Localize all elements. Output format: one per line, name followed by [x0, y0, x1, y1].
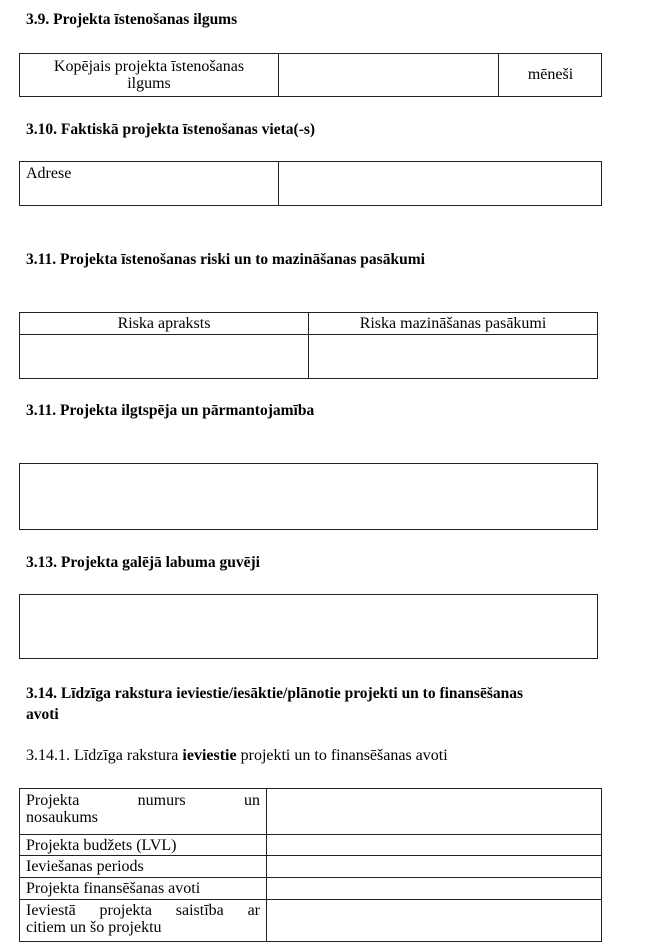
row1-word: Projekta: [26, 792, 80, 809]
row1-word: un: [243, 792, 260, 809]
subsection-suffix: projekti un to finansēšanas avoti: [236, 747, 448, 764]
risk-description-cell[interactable]: [22, 336, 306, 376]
risk-mitigation-cell[interactable]: [311, 336, 595, 376]
row5-word: Ieviestā: [26, 902, 76, 919]
section-3-11-heading: 3.11. Projekta īstenošanas riski un to mazināšanas pasākumi: [26, 251, 425, 268]
subsection-prefix: 3.14.1. Līdzīga rakstura: [26, 747, 183, 764]
section-3-10-heading: 3.10. Faktiskā projekta īstenošanas vieta(-s): [26, 121, 316, 138]
address-label: Adrese: [26, 165, 72, 182]
row5-word: ar: [247, 902, 260, 919]
duration-label-line1: Kopējais projekta īstenošanas: [53, 58, 245, 75]
row1-line1: [26, 792, 260, 809]
project-number-name-field[interactable]: [270, 792, 598, 832]
project-relation-field[interactable]: [270, 902, 598, 938]
table-row-label: Ieviešanas periods: [26, 858, 144, 875]
similar-projects-table: [19, 788, 602, 942]
duration-unit: mēneši: [527, 66, 574, 83]
table-row-label: Projekta budžets (LVL): [26, 837, 177, 854]
subsection-3-14-1-heading: [26, 746, 448, 766]
section-3-14-heading-line2: avoti: [26, 706, 59, 723]
row1-line2: nosaukums: [26, 809, 98, 826]
row5-word: projekta: [99, 902, 152, 919]
section-3-14-heading-line1: 3.14. Līdzīga rakstura ieviestie/iesāktie/plānotie projekti un to finansēšanas: [26, 685, 524, 702]
duration-label: [20, 58, 278, 92]
sustainability-text-box[interactable]: [19, 463, 598, 530]
table-row-label: Projekta finansēšanas avoti: [26, 880, 201, 897]
funding-sources-field[interactable]: [270, 880, 598, 897]
subsection-emphasis: ieviestie: [182, 747, 237, 764]
row5-line1: [26, 902, 260, 919]
section-3-13-heading: 3.13. Projekta galējā labuma guvēji: [26, 554, 260, 571]
row5-word: saistība: [175, 902, 224, 919]
row5-line2: citiem un šo projektu: [26, 919, 162, 936]
section-3-11-sustainability-heading: 3.11. Projekta ilgtspēja un pārmantojamība: [26, 402, 315, 419]
table-row-label: [26, 902, 260, 936]
risk-description-header: Riska apraksts: [117, 315, 211, 332]
duration-label-line2: ilgums: [127, 75, 171, 92]
section-3-9-heading: 3.9. Projekta īstenošanas ilgums: [26, 11, 238, 28]
section-3-14-heading: [26, 683, 636, 725]
location-table: [19, 161, 602, 206]
risks-table: [19, 312, 598, 379]
row1-word: numurs: [137, 792, 186, 809]
beneficiaries-text-box[interactable]: [19, 594, 598, 659]
implementation-period-field[interactable]: [270, 858, 598, 875]
duration-table: [19, 53, 602, 97]
risk-mitigation-header: Riska mazināšanas pasākumi: [359, 315, 547, 332]
table-row-label: [26, 792, 260, 826]
project-budget-field[interactable]: [270, 837, 598, 854]
